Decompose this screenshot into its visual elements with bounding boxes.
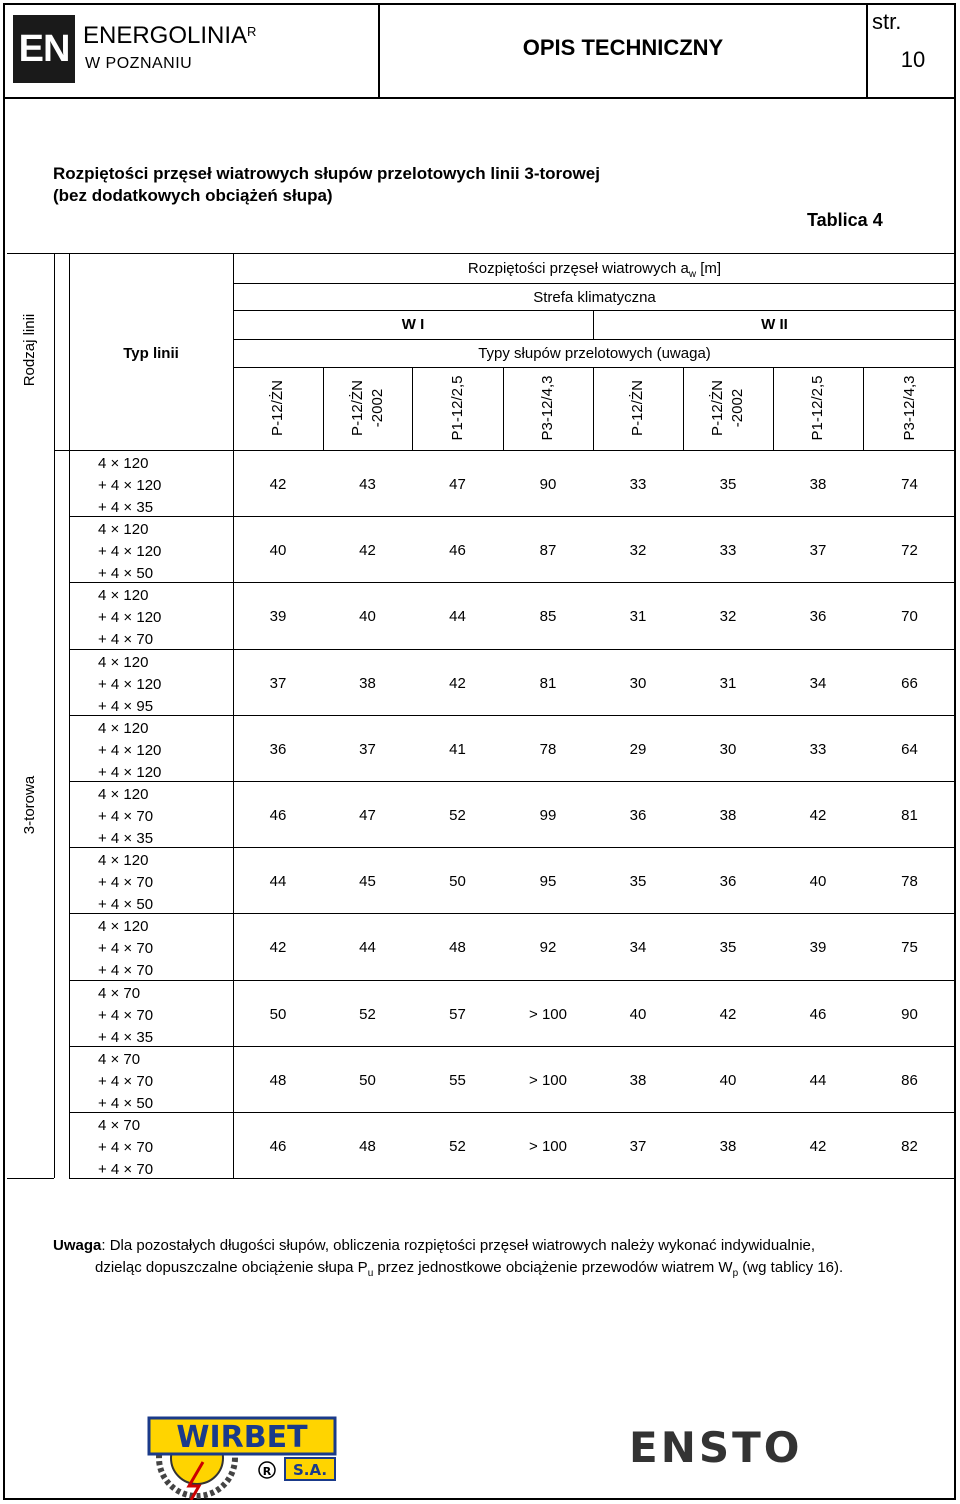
- pole-type-label: P-12/ŻN: [709, 380, 726, 436]
- pole-type-header: [528, 368, 568, 448]
- group-header-unit: [m]: [696, 260, 722, 277]
- span-value: 32: [629, 542, 647, 560]
- company-city: W POZNANIU: [85, 55, 193, 72]
- span-value: 75: [901, 939, 918, 957]
- typ-line: + 4 × 120: [98, 763, 162, 781]
- typ-line: 4 × 120: [98, 719, 149, 737]
- span-value: 38: [629, 1071, 647, 1089]
- section-title: Rozpiętości przęseł wiatrowych słupów przelotowych linii 3-torowej (bez dodatkowych obciążeń słupa): [53, 164, 600, 205]
- typ-line: 4 × 120: [98, 587, 149, 605]
- header-line: [233, 310, 956, 311]
- pole-type-label: P-12/ŻN: [629, 380, 646, 436]
- span-value: 44: [809, 1071, 827, 1089]
- zone-w1: W I: [401, 316, 425, 333]
- span-value: 39: [809, 939, 827, 957]
- span-value: 37: [359, 740, 376, 758]
- span-value: 44: [269, 873, 287, 891]
- typ-cell: [98, 652, 161, 718]
- span-value: 90: [901, 1005, 918, 1023]
- typ-cell: [98, 453, 161, 519]
- column-line: [54, 253, 55, 1178]
- row-separator: [69, 715, 956, 716]
- table-label: Tablica 4: [807, 210, 883, 230]
- span-value: 48: [269, 1071, 287, 1089]
- span-value: > 100: [529, 1071, 567, 1089]
- span-value: 50: [449, 873, 466, 891]
- span-value: 50: [269, 1005, 287, 1023]
- ensto-logo: ENSTO: [629, 1423, 803, 1472]
- span-value: 44: [359, 939, 376, 957]
- span-value: 52: [359, 1005, 376, 1023]
- pole-type-label: P3-12/4,3: [900, 375, 918, 441]
- row-separator: [69, 516, 956, 517]
- registered-mark: R: [247, 24, 257, 39]
- header-line: [233, 367, 956, 368]
- span-value: 86: [901, 1071, 918, 1089]
- span-value: 46: [449, 542, 466, 560]
- row-separator: [69, 913, 956, 914]
- span-value: 92: [539, 939, 557, 957]
- typ-line: + 4 × 70: [98, 808, 154, 825]
- span-value: 37: [809, 542, 827, 560]
- span-value: 30: [629, 674, 647, 692]
- zone-w2: W II: [761, 316, 788, 333]
- span-value: 64: [901, 740, 918, 758]
- span-value: 46: [809, 1005, 827, 1023]
- typ-line: + 4 × 70: [98, 1072, 154, 1090]
- typ-line: + 4 × 70: [98, 940, 154, 958]
- span-value: 36: [719, 873, 737, 891]
- pole-type-header: [890, 368, 930, 448]
- span-value: 81: [539, 674, 557, 692]
- column-line: [863, 367, 864, 450]
- span-value: 43: [359, 476, 376, 493]
- pole-type-header: [348, 368, 388, 448]
- span-value: 81: [901, 807, 918, 824]
- pole-type-header: [438, 368, 478, 448]
- typ-line: + 4 × 70: [98, 1006, 154, 1024]
- typ-cell: [98, 1049, 153, 1115]
- span-value: 78: [539, 740, 557, 758]
- typ-line: + 4 × 35: [98, 499, 154, 516]
- typ-line: + 4 × 35: [98, 830, 154, 847]
- span-value: 34: [629, 939, 647, 957]
- rodzaj-value: 3-torowa: [21, 775, 38, 835]
- pole-type-header: [618, 368, 658, 448]
- span-value: > 100: [529, 1005, 567, 1023]
- typ-line: 4 × 120: [98, 852, 149, 870]
- span-value: 42: [359, 542, 376, 560]
- span-value: 48: [359, 1138, 376, 1155]
- span-value: 31: [719, 674, 737, 692]
- typ-line: + 4 × 70: [98, 1161, 154, 1178]
- company-logo: EN: [13, 15, 75, 83]
- span-value: 48: [449, 939, 466, 957]
- span-value: 39: [269, 608, 287, 626]
- row-separator: [69, 1046, 956, 1047]
- typ-line: + 4 × 120: [98, 609, 162, 627]
- span-value: 38: [719, 807, 737, 824]
- typ-line: 4 × 70: [98, 984, 141, 1002]
- group-header: [233, 260, 956, 280]
- climate-zone-header: Strefa klimatyczna: [533, 289, 656, 306]
- row-separator: [69, 582, 956, 583]
- row-separator: [69, 1178, 956, 1179]
- page-header: [5, 5, 954, 99]
- pole-type-label: P-12/ŻN: [269, 380, 286, 436]
- row-separator: [69, 980, 956, 981]
- table-border: [7, 253, 956, 254]
- typ-line: + 4 × 70: [98, 631, 154, 649]
- span-value: 46: [269, 807, 287, 824]
- typ-line: + 4 × 35: [98, 1028, 154, 1046]
- typ-line: + 4 × 95: [98, 697, 154, 715]
- span-value: 42: [269, 476, 287, 493]
- typ-line: + 4 × 120: [98, 477, 162, 494]
- span-value: 40: [269, 542, 287, 560]
- span-value: 66: [901, 674, 918, 692]
- pole-type-label: P1-12/2,5: [448, 375, 466, 441]
- span-value: 37: [269, 674, 287, 692]
- span-value: 78: [901, 873, 918, 891]
- typ-cell: [98, 1115, 153, 1181]
- typ-line: 4 × 120: [98, 521, 149, 539]
- table-border: [7, 1178, 54, 1179]
- column-line: [323, 367, 324, 450]
- span-value: 42: [719, 1005, 737, 1023]
- typ-line: 4 × 70: [98, 1117, 141, 1134]
- span-value: 30: [719, 740, 737, 758]
- span-value: 40: [359, 608, 376, 626]
- page-label: str.: [872, 9, 902, 34]
- typ-cell: [98, 718, 161, 784]
- span-value: 33: [629, 476, 647, 493]
- pole-type-header: [708, 368, 748, 448]
- typ-cell: [98, 784, 153, 850]
- typ-line: + 4 × 120: [98, 741, 162, 759]
- span-value: 42: [809, 1138, 827, 1155]
- page-number: 10: [900, 47, 926, 72]
- row-separator: [69, 781, 956, 782]
- span-value: 35: [719, 939, 737, 957]
- column-line: [683, 367, 684, 450]
- row-separator: [69, 1112, 956, 1113]
- span-value: 42: [809, 807, 827, 824]
- wirbet-name: WIRBET: [176, 1420, 308, 1455]
- span-value: 52: [449, 1138, 466, 1155]
- typ-line: 4 × 120: [98, 918, 149, 936]
- typ-line: 4 × 120: [98, 653, 149, 671]
- pole-type-label: P3-12/4,3: [539, 375, 556, 441]
- document-title: OPIS TECHNICZNY: [522, 35, 724, 60]
- group-header-text: Rozpiętości przęseł wiatrowych a: [467, 260, 689, 277]
- span-value: 45: [359, 873, 376, 891]
- rodzaj-header: Rodzaj linii: [21, 313, 38, 387]
- span-value: 35: [629, 873, 647, 891]
- wirbet-logo: [145, 1400, 345, 1500]
- typ-line: + 4 × 70: [98, 1139, 154, 1156]
- span-value: 35: [719, 476, 737, 493]
- column-line: [412, 367, 413, 450]
- typ-cell: [98, 916, 153, 982]
- pole-type-header: [798, 368, 838, 448]
- pole-type-label: -2002: [729, 388, 746, 428]
- span-value: 38: [809, 476, 827, 493]
- typ-cell: [98, 519, 161, 585]
- typ-line: + 4 × 120: [98, 675, 162, 693]
- header-line: [233, 339, 956, 340]
- typ-line: + 4 × 50: [98, 1094, 154, 1112]
- group-header-sub: w: [688, 269, 697, 280]
- span-value: 36: [629, 807, 647, 824]
- span-value: 42: [269, 939, 287, 957]
- typ-line: + 4 × 70: [98, 962, 154, 980]
- column-line: [773, 367, 774, 450]
- span-value: 31: [629, 608, 647, 626]
- span-value: 85: [539, 608, 557, 626]
- span-value: 46: [269, 1138, 287, 1155]
- span-value: 72: [901, 542, 918, 560]
- note: Uwaga: Dla pozostałych długości słupów, obliczenia rozpiętości przęseł wiatrowych należy wykonać indywidualnie, dzieląc dopuszczalne obciążenie słupa $P_u$ przez jednostkowe obciążenie przewodów wiatrem $W_p$ (wg tablicy 16).: [53, 1237, 844, 1279]
- typ-line: + 4 × 70: [98, 874, 154, 892]
- span-value: 52: [449, 807, 466, 824]
- span-value: 47: [359, 807, 376, 824]
- span-value: 99: [539, 807, 557, 824]
- header-line: [233, 283, 956, 284]
- span-value: 34: [809, 674, 827, 692]
- span-value: 36: [269, 740, 287, 758]
- span-value: 70: [901, 608, 918, 626]
- typ-header: Typ linii: [123, 345, 179, 362]
- row-separator: [69, 649, 956, 650]
- typ-cell: [98, 585, 161, 651]
- pole-type-label: P1-12/2,5: [809, 375, 826, 441]
- typ-line: 4 × 120: [98, 455, 149, 472]
- span-value: 36: [809, 608, 827, 626]
- span-value: 40: [809, 873, 827, 891]
- pole-type-label: P-12/ŻN: [348, 380, 366, 436]
- span-value: 37: [629, 1138, 647, 1155]
- span-value: 44: [449, 608, 466, 626]
- span-value: 50: [359, 1071, 376, 1089]
- span-value: 29: [629, 740, 647, 758]
- span-value: 32: [719, 608, 737, 626]
- span-value: 87: [539, 542, 557, 560]
- typ-line: 4 × 70: [98, 1050, 141, 1068]
- pole-type-header: [258, 368, 298, 448]
- span-value: 40: [629, 1005, 647, 1023]
- span-value: 74: [901, 476, 918, 493]
- wirbet-registered-mark: R: [262, 1465, 272, 1478]
- span-value: 33: [719, 542, 737, 560]
- span-value: 38: [359, 674, 376, 692]
- typ-cell: [98, 850, 153, 916]
- typ-line: 4 × 120: [98, 786, 149, 803]
- span-value: 47: [449, 476, 466, 493]
- row-separator: [69, 847, 956, 848]
- typ-line: + 4 × 120: [98, 543, 162, 561]
- company-name: $ENERGOLINIA^R$: [83, 22, 257, 49]
- pole-types-header: Typy słupów przelotowych (uwaga): [478, 345, 711, 362]
- wirbet-suffix: S.A.: [292, 1461, 328, 1479]
- page-frame: [3, 3, 956, 1500]
- column-line: [593, 367, 594, 450]
- span-value: 41: [449, 740, 466, 758]
- typ-cell: [98, 983, 153, 1049]
- span-value: 38: [719, 1138, 737, 1155]
- span-value: > 100: [529, 1138, 567, 1155]
- table-border: [54, 450, 956, 451]
- span-value: 40: [719, 1071, 737, 1089]
- typ-line: + 4 × 50: [98, 565, 154, 583]
- span-value: 33: [809, 740, 827, 758]
- span-value: 82: [901, 1138, 918, 1155]
- span-value: 55: [449, 1071, 466, 1089]
- span-value: 90: [539, 476, 557, 493]
- pole-type-label: -2002: [368, 388, 386, 428]
- column-line: [503, 367, 504, 450]
- span-value: 95: [539, 873, 557, 891]
- span-value: 57: [449, 1005, 466, 1023]
- span-value: 42: [449, 674, 466, 692]
- typ-line: + 4 × 50: [98, 896, 154, 914]
